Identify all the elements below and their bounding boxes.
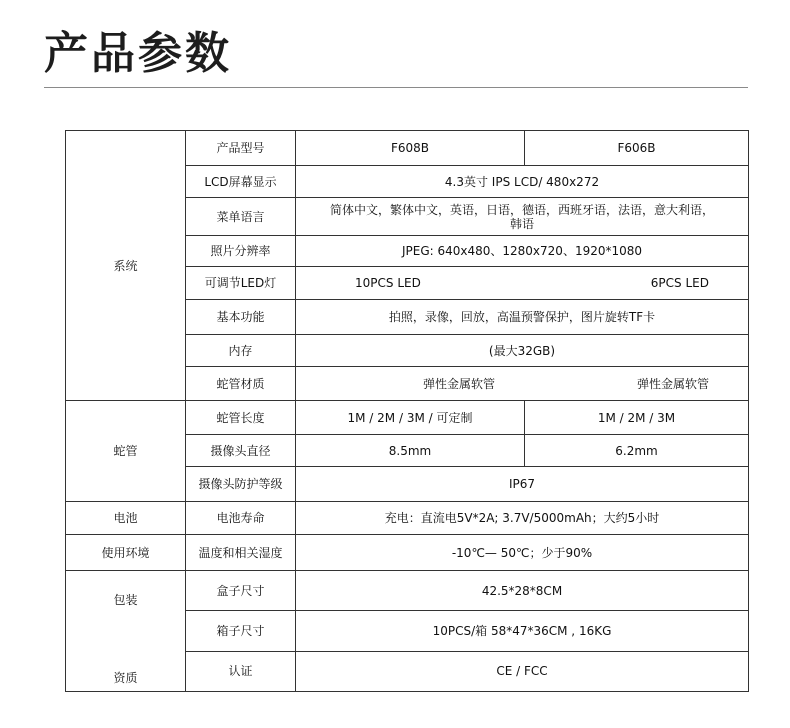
row-value: CE / FCC [296,651,749,691]
table-row [66,502,749,535]
row-label: 照片分辨率 [186,236,296,267]
row-value: (最大32GB) [296,335,749,367]
tube-length-b: 1M / 2M / 3M [525,401,749,435]
category-certification: 资质 [113,671,138,685]
row-value: 42.5*28*8CM [296,571,749,611]
table-row [66,571,749,611]
row-label: 基本功能 [186,300,296,335]
led-value-b: 6PCS LED [650,276,709,290]
row-label: 温度和相关湿度 [186,535,296,571]
row-value [296,198,749,236]
tube-material-a: 弹性金属软管 [423,376,496,391]
model-b: F606B [525,131,749,166]
row-value [296,367,749,401]
row-label: 认证 [186,651,296,691]
row-label: 电池寿命 [186,502,296,535]
row-value: IP67 [296,467,749,502]
row-label: 菜单语言 [186,198,296,236]
row-value: 10PCS/箱 58*47*36CM , 16KG [296,611,749,651]
table-row [66,535,749,571]
row-label: 可调节LED灯 [186,267,296,300]
row-label: 内存 [186,335,296,367]
row-label: 摄像头防护等级 [186,467,296,502]
row-value: 拍照，录像，回放，高温预警保护，图片旋转TF卡 [296,300,749,335]
row-value: JPEG: 640x480、1280x720、1920*1080 [296,236,749,267]
model-a: F608B [296,131,525,166]
row-label: LCD屏幕显示 [186,166,296,198]
tube-material-b: 弹性金属软管 [636,376,709,391]
spec-table [65,130,749,692]
row-value: 4.3英寸 IPS LCD/ 480x272 [296,166,749,198]
category-gooseneck: 蛇管 [66,401,186,502]
camera-diameter-b: 6.2mm [525,435,749,467]
category-battery: 电池 [66,502,186,535]
row-label: 箱子尺寸 [186,611,296,651]
category-system: 系统 [66,131,186,401]
row-value: 充电：直流电5V*2A; 3.7V/5000mAh；大约5小时 [296,502,749,535]
table-row [66,401,749,435]
title-divider [44,87,748,88]
category-packaging: 包装 [113,593,138,607]
camera-diameter-a: 8.5mm [296,435,525,467]
menu-languages-line2: 韩语 [509,216,534,231]
tube-length-a: 1M / 2M / 3M / 可定制 [296,401,525,435]
row-label: 盒子尺寸 [186,571,296,611]
model-label: 产品型号 [186,131,296,166]
category-packaging-certification [66,571,186,692]
menu-languages-line1: 简体中文，繁体中文，英语，日语，德语，西班牙语，法语，意大利语， [329,202,714,217]
category-environment: 使用环境 [66,535,186,571]
row-label: 摄像头直径 [186,435,296,467]
row-label: 蛇管长度 [186,401,296,435]
row-label: 蛇管材质 [186,367,296,401]
page-title: 产品参数 [44,28,232,79]
led-value-a: 10PCS LED [355,276,421,290]
table-row [66,131,749,166]
row-value [296,267,749,300]
row-value: -10℃— 50℃；少于90% [296,535,749,571]
